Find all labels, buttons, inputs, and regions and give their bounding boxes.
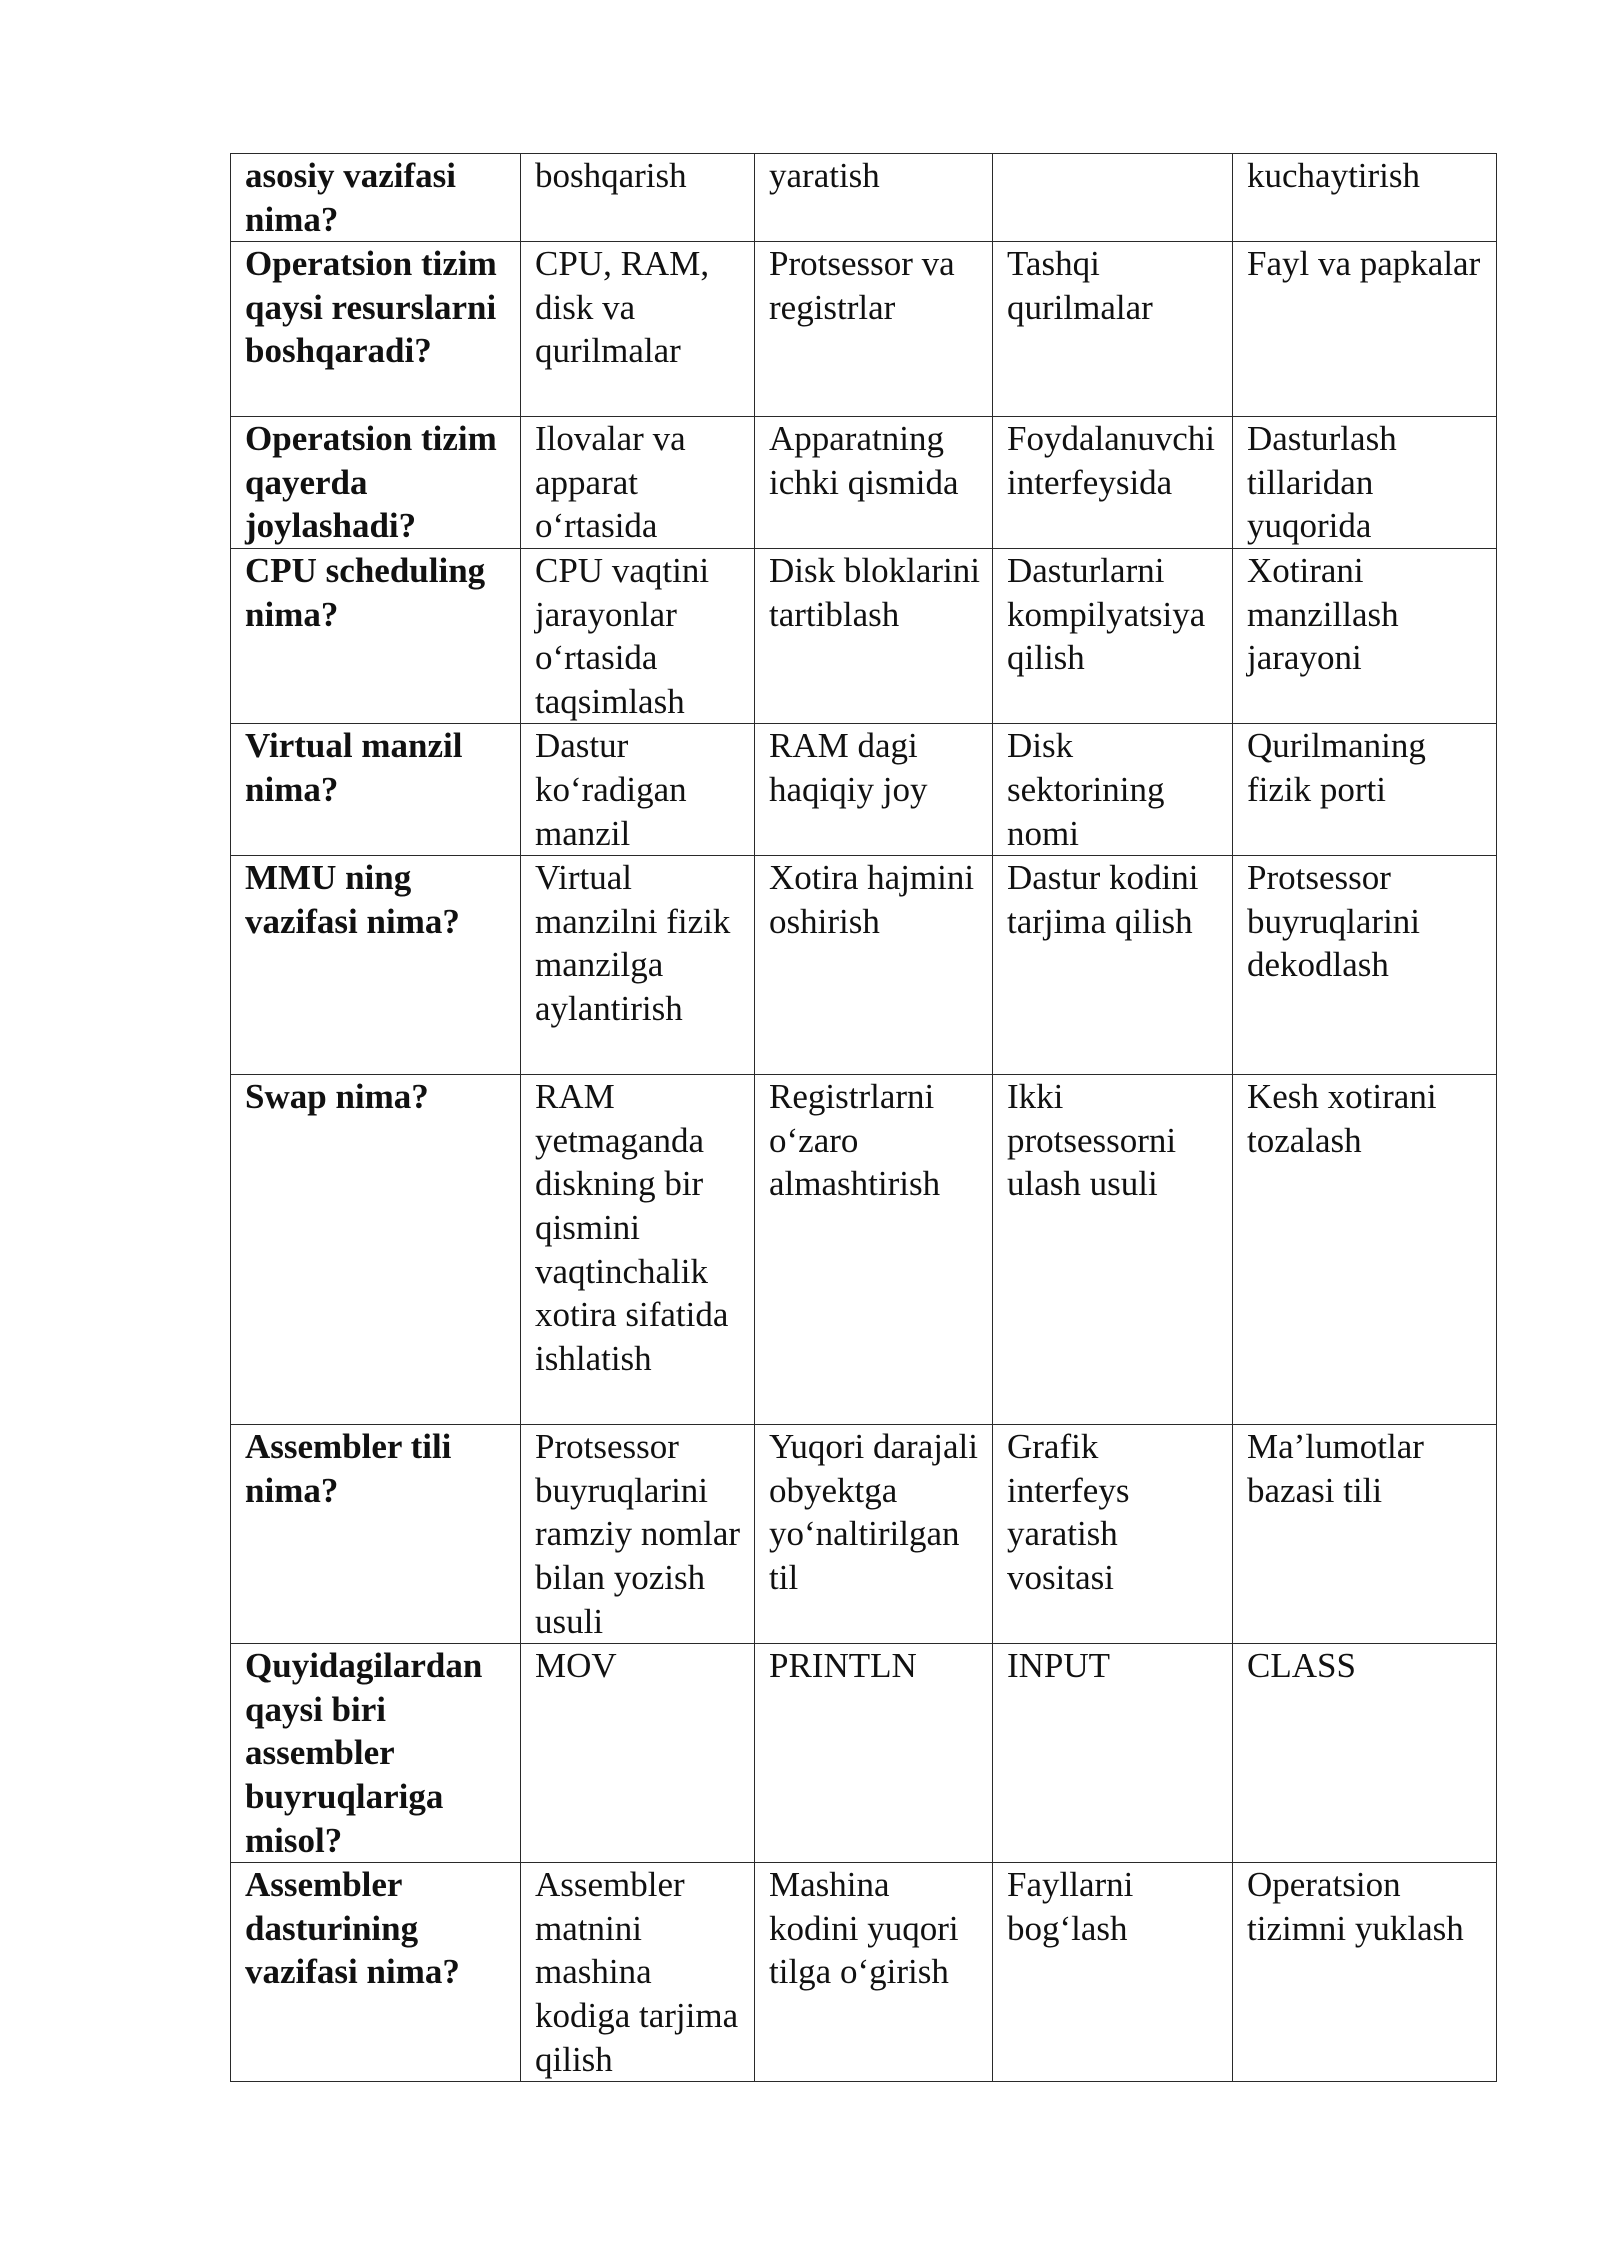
question-cell: Quyidagilardan qaysi biri assembler buyruqlariga misol? [231, 1644, 521, 1863]
table-row [231, 154, 1497, 242]
option-cell-2: Protsessor va registrlar [755, 242, 993, 417]
option-cell-1: boshqarish [521, 154, 755, 242]
option-cell-2: Mashina kodini yuqori tilga o‘girish [755, 1863, 993, 2082]
table-row [231, 242, 1497, 417]
option-cell-4: Xotirani manzillash jarayoni [1233, 548, 1497, 723]
table-row [231, 724, 1497, 856]
option-cell-4: kuchaytirish [1233, 154, 1497, 242]
question-cell: Assembler dasturining vazifasi nima? [231, 1863, 521, 2082]
option-cell-2: RAM dagi haqiqiy joy [755, 724, 993, 856]
option-cell-3: Grafik interfeys yaratish vositasi [993, 1425, 1233, 1644]
option-cell-4: Fayl va papkalar [1233, 242, 1497, 417]
option-cell-4: Operatsion tizimni yuklash [1233, 1863, 1497, 2082]
question-cell: Swap nima? [231, 1075, 521, 1425]
option-cell-3: Ikki protsessorni ulash usuli [993, 1075, 1233, 1425]
quiz-table-body [231, 154, 1497, 2082]
option-cell-4: Dasturlash tillaridan yuqorida [1233, 417, 1497, 549]
option-cell-3: Fayllarni bog‘lash [993, 1863, 1233, 2082]
option-cell-1: RAM yetmaganda diskning bir qismini vaqtinchalik xotira sifatida ishlatish [521, 1075, 755, 1425]
option-cell-1: CPU vaqtini jarayonlar o‘rtasida taqsimlash [521, 548, 755, 723]
option-cell-3: Foydalanuvchi interfeysida [993, 417, 1233, 549]
question-cell: Virtual manzil nima? [231, 724, 521, 856]
table-row [231, 548, 1497, 723]
table-row [231, 1644, 1497, 1863]
option-cell-1: Assembler matnini mashina kodiga tarjima qilish [521, 1863, 755, 2082]
question-cell: MMU ning vazifasi nima? [231, 856, 521, 1075]
table-row [231, 1425, 1497, 1644]
option-cell-2: Xotira hajmini oshirish [755, 856, 993, 1075]
table-row [231, 1075, 1497, 1425]
option-cell-3: Tashqi qurilmalar [993, 242, 1233, 417]
option-cell-3: Disk sektorining nomi [993, 724, 1233, 856]
question-cell: CPU scheduling nima? [231, 548, 521, 723]
option-cell-3: Dasturlarni kompilyatsiya qilish [993, 548, 1233, 723]
option-cell-1: Ilovalar va apparat o‘rtasida [521, 417, 755, 549]
table-row [231, 417, 1497, 549]
option-cell-4: Ma’lumotlar bazasi tili [1233, 1425, 1497, 1644]
option-cell-1: Dastur ko‘radigan manzil [521, 724, 755, 856]
option-cell-4: CLASS [1233, 1644, 1497, 1863]
option-cell-2: PRINTLN [755, 1644, 993, 1863]
option-cell-4: Kesh xotirani tozalash [1233, 1075, 1497, 1425]
option-cell-3 [993, 154, 1233, 242]
option-cell-1: Protsessor buyruqlarini ramziy nomlar bilan yozish usuli [521, 1425, 755, 1644]
quiz-table [230, 153, 1497, 2082]
option-cell-1: CPU, RAM, disk va qurilmalar [521, 242, 755, 417]
option-cell-4: Protsessor buyruqlarini dekodlash [1233, 856, 1497, 1075]
option-cell-2: Yuqori darajali obyektga yo‘naltirilgan til [755, 1425, 993, 1644]
option-cell-3: Dastur kodini tarjima qilish [993, 856, 1233, 1075]
option-cell-2: Disk bloklarini tartiblash [755, 548, 993, 723]
option-cell-2: Apparatning ichki qismida [755, 417, 993, 549]
option-cell-2: yaratish [755, 154, 993, 242]
option-cell-3: INPUT [993, 1644, 1233, 1863]
option-cell-2: Registrlarni o‘zaro almashtirish [755, 1075, 993, 1425]
table-row [231, 1863, 1497, 2082]
question-cell: Assembler tili nima? [231, 1425, 521, 1644]
option-cell-1: Virtual manzilni fizik manzilga aylantirish [521, 856, 755, 1075]
option-cell-4: Qurilmaning fizik porti [1233, 724, 1497, 856]
question-cell: asosiy vazifasi nima? [231, 154, 521, 242]
question-cell: Operatsion tizim qaysi resurslarni boshqaradi? [231, 242, 521, 417]
table-row [231, 856, 1497, 1075]
option-cell-1: MOV [521, 1644, 755, 1863]
question-cell: Operatsion tizim qayerda joylashadi? [231, 417, 521, 549]
